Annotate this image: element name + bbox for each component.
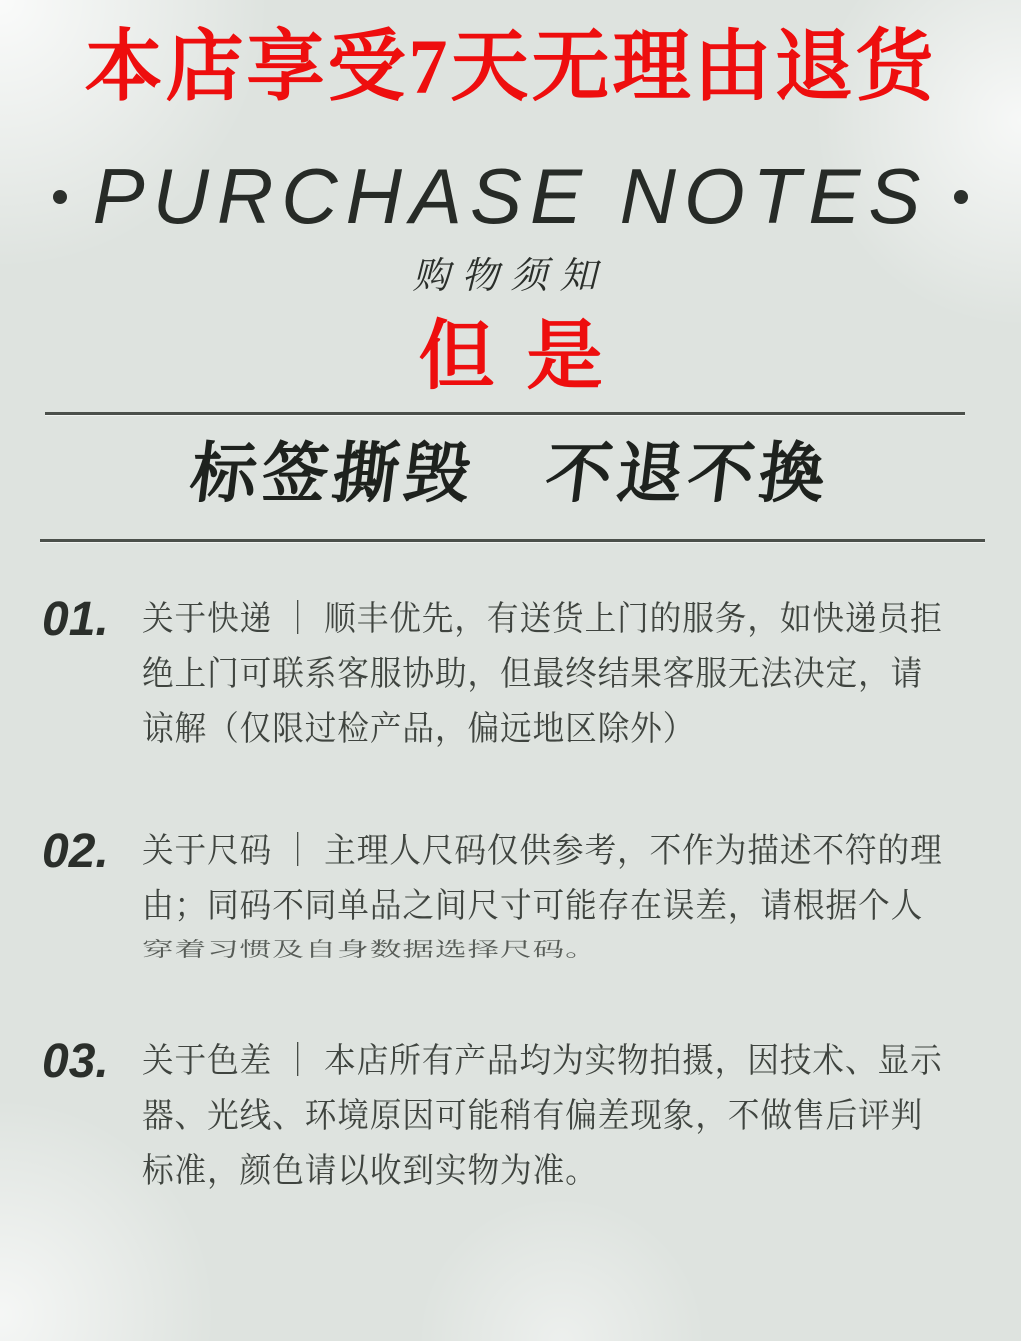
text-line: 关于色差 ｜ 本店所有产品均为实物拍摄，因技术、显示 (142, 1042, 943, 1080)
text-line: 谅解（仅限过检产品，偏远地区除外） (142, 710, 696, 748)
section-text (142, 592, 991, 757)
section-color-difference (42, 1034, 991, 1199)
section-text (142, 824, 991, 989)
text-line: 绝上门可联系客服协助，但最终结果客服无法决定，请 (142, 655, 924, 693)
section-number: 02. (42, 825, 109, 878)
section-text (142, 1034, 991, 1199)
but-emphasis-text: 但是 (418, 315, 635, 399)
right-dot-icon (954, 190, 968, 204)
section-number: 01. (42, 593, 109, 646)
text-line: 关于快递 ｜ 顺丰优先，有送货上门的服务，如快递员拒 (142, 600, 943, 638)
text-line: 器、光线、环境原因可能稍有偏差现象，不做售后评判 (142, 1097, 924, 1135)
left-dot-icon (53, 190, 67, 204)
page-subtitle-chinese: 购物须知 (412, 255, 609, 296)
section-sizing (42, 824, 991, 989)
title-row (0, 150, 1021, 244)
text-line-faded: 穿着习惯及自身数据选择尺码。 (142, 938, 598, 961)
text-line: 标准，颜色请以收到实物为准。 (142, 1152, 598, 1190)
no-return-warning-headline: 标签撕毁 不退不換 (186, 436, 835, 510)
divider-bottom (40, 539, 985, 542)
text-line: 由；同码不同单品之间尺寸可能存在误差，请根据个人 (142, 887, 924, 925)
page-title: PURCHASE NOTES (92, 152, 929, 240)
text-line: 关于尺码 ｜ 主理人尺码仅供参考，不作为描述不符的理 (142, 832, 943, 870)
section-number: 03. (42, 1035, 109, 1088)
return-policy-banner: 本店享受7天无理由退货 (84, 23, 937, 110)
section-shipping (42, 592, 991, 757)
divider-top (45, 412, 965, 415)
